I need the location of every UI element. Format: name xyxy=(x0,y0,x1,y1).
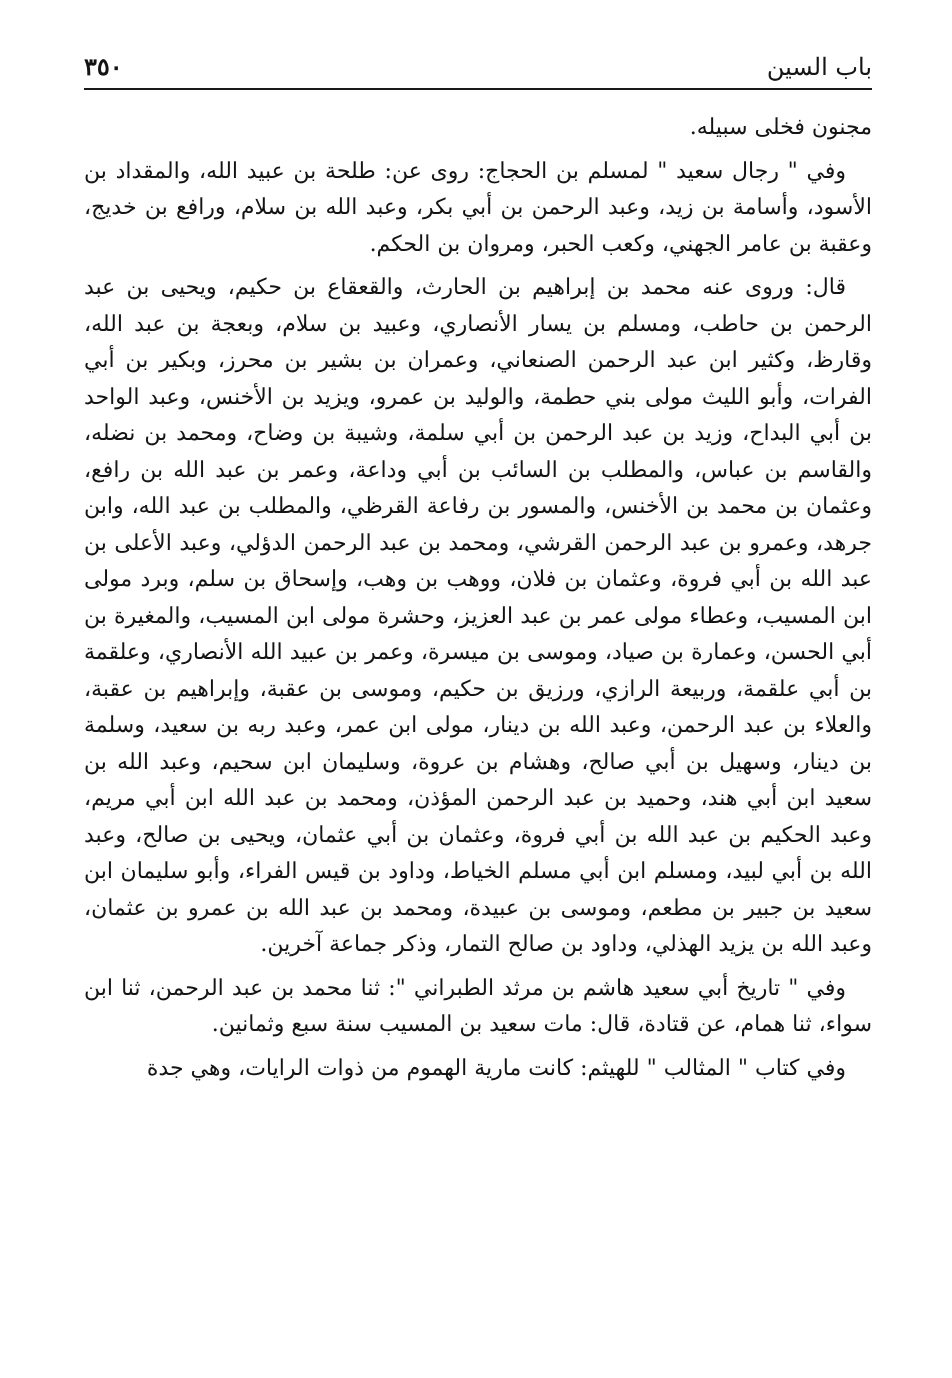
chapter-title: باب السين xyxy=(766,53,872,81)
paragraph-narrators-from-him: قال: وروى عنه محمد بن إبراهيم بن الحارث، والقعقاع بن حكيم، ويحيى بن عبد الرحمن بن حاطب، ومسلم بن يسار الأنصاري، وعبيد بن سلام، وبعجة بن عبد الله، وقارظ، وكثير ابن عبد الرحمن الصنعاني، وعمران بن بشير بن محرز، وبكير بن أبي الفرات، وأبو الليث مولى بني حطمة، والوليد بن عمرو، ويزيد بن الأخنس، وعبد الواحد بن أبي البداح، وزيد بن عبد الرحمن بن أبي سلمة، وشيبة بن وضاح، ومحمد بن نضله، والقاسم بن عباس، والمطلب بن السائب بن أبي وداعة، وعمر بن عبد الله بن رافع، وعثمان بن محمد بن الأخنس، والمسور بن رفاعة القرظي، والمطلب بن عبد الله، وابن جرهد، وعمرو بن عبد الرحمن القرشي، ومحمد بن عبد الرحمن الدؤلي، وعبد الأعلى بن عبد الله بن أبي فروة، وعثمان بن فلان، ووهب بن وهب، وإسحاق بن سلم، وبرد مولى ابن المسيب، وعطاء مولى عمر بن عبد العزيز، وحشرة مولى ابن المسيب، والمغيرة بن أبي الحسن، وعمارة بن صياد، وموسى بن ميسرة، وعمر بن عبيد الله الأنصاري، وعلقمة بن أبي علقمة، وربيعة الرازي، ورزيق بن حكيم، وموسى بن عقبة، وإبراهيم بن عقبة، والعلاء بن عبد الرحمن، وعبد الله بن دينار، مولى ابن عمر، وعبد ربه بن سعيد، وسلمة بن دينار، وسهيل بن أبي صالح، وهشام بن عروة، وسليمان ابن سحيم، وعبد الله بن سعيد ابن أبي هند، وحميد بن عبد الرحمن المؤذن، ومحمد بن عبد الله ابن أبي مريم، وعبد الحكيم بن عبد الله بن أبي فروة، وعثمان بن أبي عثمان، ويحيى بن صالح، وعبد الله بن أبي لبيد، ومسلم ابن أبي مسلم الخياط، وداود بن قيس الفراء، وأبو سليمان ابن سعيد بن جبير بن مطعم، وموسى بن عبيدة، ومحمد بن عبد الله بن عمرو بن عثمان، وعبد الله بن يزيد الهذلي، وداود بن صالح التمار، وذكر جماعة آخرين. xyxy=(84,275,872,957)
book-page xyxy=(84,40,872,1094)
paragraph-rijal-narrated-from: وفي " رجال سعيد " لمسلم بن الحجاج: روى عن: طلحة بن عبيد الله، والمقداد بن الأسود، وأسامة بن زيد، وعبد الرحمن بن أبي بكر، وعبد الله بن سلام، ورافع بن خديج، وعقبة بن عامر الجهني، وكعب الحبر، ومروان بن الحكم. xyxy=(84,158,872,257)
paragraph-continuation: مجنون فخلى سبيله. xyxy=(689,115,872,140)
page-body xyxy=(84,110,872,1087)
page-number: ٣٥٠ xyxy=(84,52,123,81)
paragraph-mathalib: وفي كتاب " المثالب " للهيثم: كانت مارية الهموم من ذوات الرايات، وهي جدة xyxy=(146,1055,846,1081)
paragraph-tarikh-tabarani: وفي " تاريخ أبي سعيد هاشم بن مرثد الطبراني ": ثنا محمد بن عبد الرحمن، ثنا ابن سواء، ثنا همام، عن قتادة، قال: مات سعيد بن المسيب سنة سبع وثمانين. xyxy=(84,975,872,1037)
page-header xyxy=(84,40,872,90)
